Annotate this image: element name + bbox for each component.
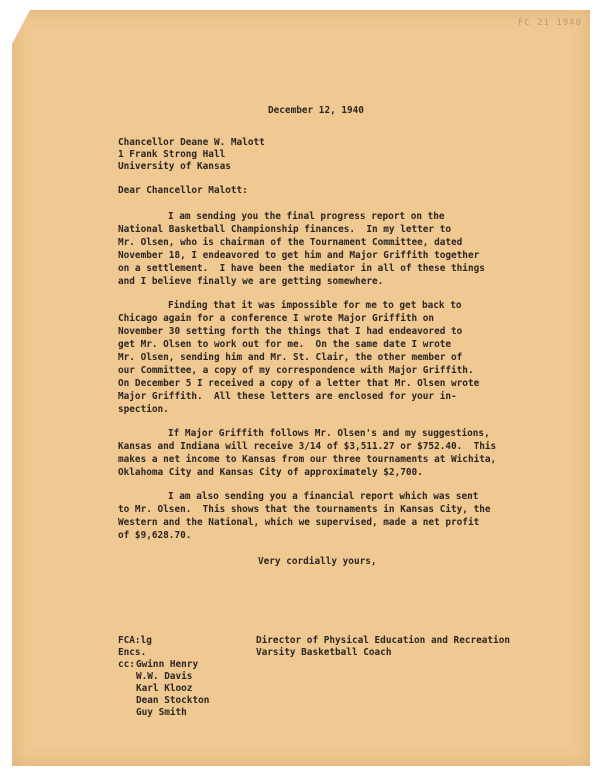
closing: Very cordially yours, xyxy=(258,556,377,567)
signature-title-line-2: Varsity Basketball Coach xyxy=(256,647,392,658)
body-line: November 18, I endeavored to get him and Major Griffith together xyxy=(118,250,480,261)
cc-recipient: Karl Klooz xyxy=(136,683,193,694)
cc-recipient: Dean Stockton xyxy=(136,695,210,706)
body-line: Kansas and Indiana will receive 3/14 of $3,511.27 or $752.40. This xyxy=(118,441,497,452)
body-line: get Mr. Olsen to work out for me. On the same date I wrote xyxy=(118,339,452,350)
cc-recipient: W.W. Davis xyxy=(136,671,193,682)
body-line: to Mr. Olsen. This shows that the tournaments in Kansas City, the xyxy=(118,504,491,515)
body-line: of $9,628.70. xyxy=(118,530,192,541)
body-line: On December 5 I received a copy of a letter that Mr. Olsen wrote xyxy=(118,378,480,389)
body-line: Oklahoma City and Kansas City of approximately $2,700. xyxy=(118,467,423,478)
signature-title-line-1: Director of Physical Education and Recreation xyxy=(256,635,510,646)
body-line: National Basketball Championship finances. In my letter to xyxy=(118,224,452,235)
cc-label: cc: xyxy=(118,659,135,670)
letter-date: December 12, 1940 xyxy=(268,105,364,116)
typist-initials: FCA:lg xyxy=(118,635,152,646)
body-line: If Major Griffith follows Mr. Olsen's and my suggestions, xyxy=(168,428,490,439)
salutation: Dear Chancellor Malott: xyxy=(118,185,248,196)
recipient-address-line-1: 1 Frank Strong Hall xyxy=(118,149,226,160)
body-line: and I believe finally we are getting somewhere. xyxy=(118,276,384,287)
body-line: Western and the National, which we supervised, made a net profit xyxy=(118,517,480,528)
body-line: Chicago again for a conference I wrote Major Griffith on xyxy=(118,313,435,324)
body-line: Major Griffith. All these letters are enclosed for your in- xyxy=(118,391,457,402)
recipient-name: Chancellor Deane W. Malott xyxy=(118,137,265,148)
archive-stamp: FC 21 1940 xyxy=(517,18,582,28)
body-line: Mr. Olsen, who is chairman of the Tournament Committee, dated xyxy=(118,237,463,248)
body-line: November 30 setting forth the things that I had endeavored to xyxy=(118,326,463,337)
body-line: makes a net income to Kansas from our three tournaments at Wichita, xyxy=(118,454,497,465)
body-line: I am sending you the final progress report on the xyxy=(168,211,445,222)
cc-recipient: Guy Smith xyxy=(136,707,187,718)
body-line: I am also sending you a financial report which was sent xyxy=(168,491,479,502)
body-line: spection. xyxy=(118,404,169,415)
cc-recipient: Gwinn Henry xyxy=(136,659,199,670)
body-line: our Committee, a copy of my correspondence with Major Griffith. xyxy=(118,365,474,376)
body-line: Finding that it was impossible for me to get back to xyxy=(168,300,462,311)
body-line: on a settlement. I have been the mediator in all of these things xyxy=(118,263,485,274)
body-line: Mr. Olsen, sending him and Mr. St. Clair, the other member of xyxy=(118,352,463,363)
enclosures-note: Encs. xyxy=(118,647,147,658)
recipient-address-line-2: University of Kansas xyxy=(118,161,231,172)
torn-corner xyxy=(12,10,30,44)
